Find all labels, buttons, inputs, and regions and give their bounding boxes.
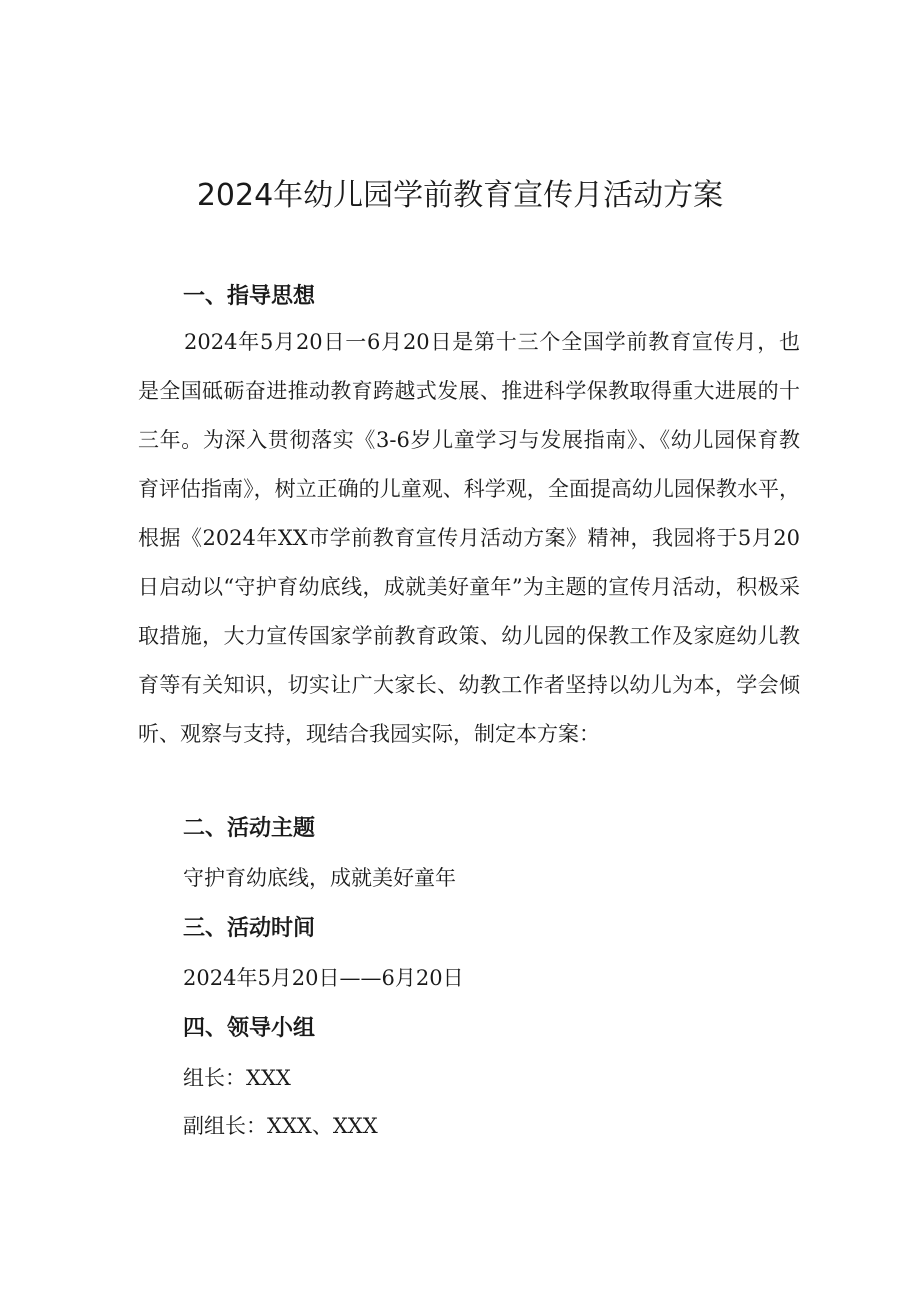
- leadership-group-deputy-leaders: 副组长：XXX、XXX: [183, 1114, 378, 1138]
- section-heading-activity-time: 三、活动时间: [183, 916, 316, 941]
- section-heading-leadership-group: 四、领导小组: [183, 1016, 316, 1041]
- leadership-group-leader: 组长：XXX: [183, 1066, 291, 1090]
- document-title: 2024年幼儿园学前教育宣传月活动方案: [196, 178, 724, 213]
- section-body-activity-theme: 守护育幼底线，成就美好童年: [183, 866, 456, 890]
- section-body-activity-time: 2024年5月20日——6月20日: [183, 966, 464, 990]
- section-heading-guiding-ideology: 一、指导思想: [183, 284, 316, 309]
- section-body-guiding-ideology: 2024年5月20日一6月20日是第十三个全国学前教育宣传月，也是全国砥砺奋进推动教育跨越式发展、推进科学保教取得重大进展的十三年。为深入贯彻落实《3-6岁儿童学习与发展指南》、《幼儿园保育教育评估指南》，树立正确的儿童观、科学观，全面提高幼儿园保教水平，根据《2024年XX市学前教育宣传月活动方案》精神，我园将于5月20日启动以“守护育幼底线，成就美好童年”为主题的宣传月活动，积极采取措施，大力宣传国家学前教育政策、幼儿园的保教工作及家庭幼儿教育等有关知识，切实让广大家长、幼教工作者坚持以幼儿为本，学会倾听、观察与支持，现结合我园实际，制定本方案：: [138, 330, 800, 746]
- section-heading-activity-theme: 二、活动主题: [183, 816, 316, 841]
